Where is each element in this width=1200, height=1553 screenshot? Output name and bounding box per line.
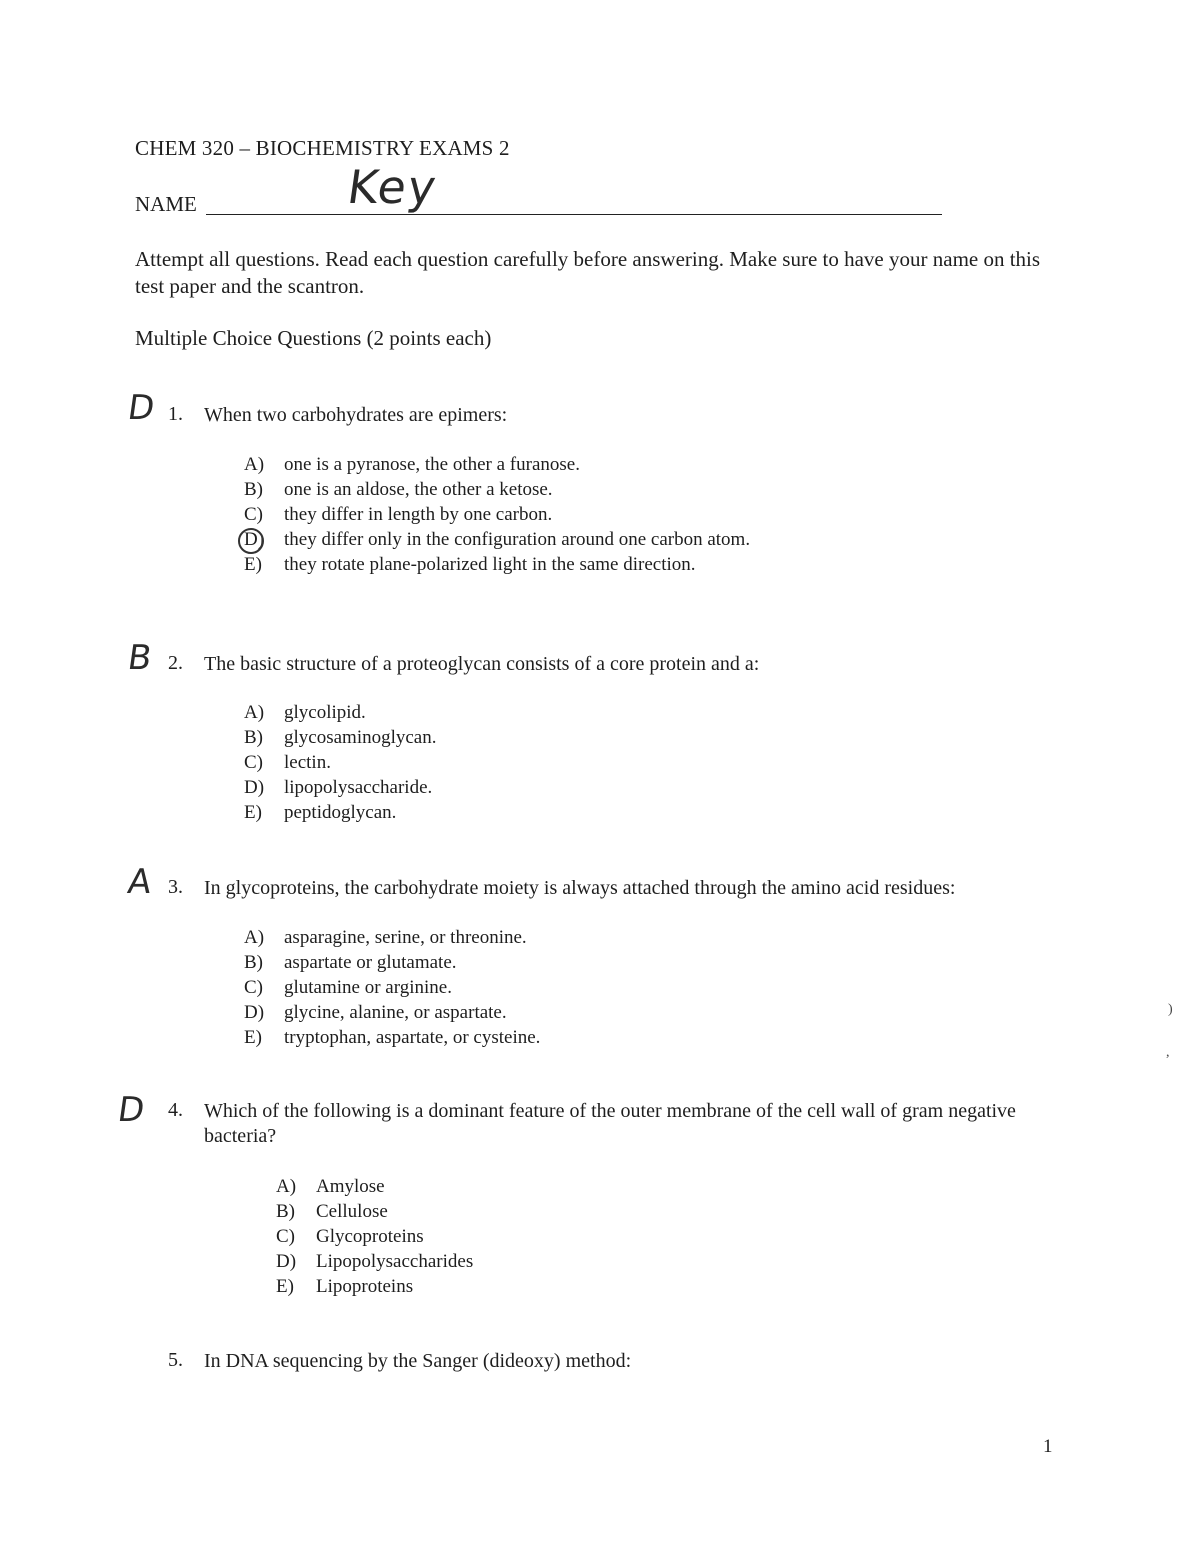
option-letter: C) xyxy=(244,504,263,525)
option-letter: A) xyxy=(244,702,265,723)
answer-mark-q2: B xyxy=(125,638,155,678)
option-e xyxy=(244,552,750,577)
option-text: lipopolysaccharide. xyxy=(284,777,433,798)
option-b xyxy=(244,950,540,975)
answer-circle xyxy=(238,528,264,554)
option-letter: D) xyxy=(244,1002,265,1023)
option-text: Lipopolysaccharides xyxy=(316,1251,474,1272)
question-number: 3. xyxy=(168,876,183,898)
option-letter: E) xyxy=(276,1276,294,1297)
option-e xyxy=(276,1274,473,1299)
option-a xyxy=(276,1174,473,1199)
option-a xyxy=(244,452,750,477)
option-text: aspartate or glutamate. xyxy=(284,952,457,973)
question-text: When two carbohydrates are epimers: xyxy=(204,404,508,426)
option-text: Amylose xyxy=(316,1176,385,1197)
handwritten-name: Key xyxy=(344,160,442,214)
options-q4 xyxy=(276,1174,473,1299)
question-number: 5. xyxy=(168,1349,183,1371)
option-d xyxy=(244,1000,540,1025)
option-text: they rotate plane-polarized light in the same direction. xyxy=(284,554,696,575)
option-d xyxy=(244,527,750,552)
option-letter: B) xyxy=(244,727,263,748)
margin-mark: ) xyxy=(1168,1002,1173,1017)
exam-title: CHEM 320 – BIOCHEMISTRY EXAMS 2 xyxy=(135,136,510,160)
option-text: lectin. xyxy=(284,752,331,773)
option-text: one is a pyranose, the other a furanose. xyxy=(284,454,580,475)
option-letter: D) xyxy=(244,529,265,550)
answer-mark-q3: A xyxy=(125,862,155,902)
option-b xyxy=(244,477,750,502)
option-c xyxy=(244,502,750,527)
option-letter: A) xyxy=(276,1176,297,1197)
option-d xyxy=(244,775,437,800)
option-text: Glycoproteins xyxy=(316,1226,424,1247)
options-q1 xyxy=(244,452,750,577)
option-letter: A) xyxy=(244,454,265,475)
option-letter: C) xyxy=(244,752,263,773)
option-d xyxy=(276,1249,473,1274)
option-letter: A) xyxy=(244,927,265,948)
option-a xyxy=(244,925,540,950)
option-c xyxy=(244,750,437,775)
option-letter: D) xyxy=(276,1251,297,1272)
option-letter: C) xyxy=(244,977,263,998)
option-text: asparagine, serine, or threonine. xyxy=(284,927,527,948)
option-text: peptidoglycan. xyxy=(284,802,397,823)
option-letter: E) xyxy=(244,554,262,575)
section-title: Multiple Choice Questions (2 points each) xyxy=(135,326,492,350)
option-b xyxy=(244,725,437,750)
option-letter: B) xyxy=(244,952,263,973)
option-text: glycine, alanine, or aspartate. xyxy=(284,1002,507,1023)
option-letter: C) xyxy=(276,1226,295,1247)
options-q3 xyxy=(244,925,540,1050)
option-c xyxy=(244,975,540,1000)
option-letter: E) xyxy=(244,1027,262,1048)
question-text: In glycoproteins, the carbohydrate moiety is always attached through the amino acid residues: xyxy=(204,877,956,899)
question-number: 2. xyxy=(168,652,183,674)
option-letter: B) xyxy=(244,479,263,500)
question-number: 4. xyxy=(168,1099,183,1121)
option-text: glutamine or arginine. xyxy=(284,977,452,998)
option-text: they differ only in the configuration around one carbon atom. xyxy=(284,529,751,550)
instructions: Attempt all questions. Read each question carefully before answering. Make sure to have your name on this test paper and the scantron. xyxy=(135,247,1041,298)
question-number: 1. xyxy=(168,403,183,425)
option-letter: E) xyxy=(244,802,262,823)
option-text: glycosaminoglycan. xyxy=(284,727,437,748)
answer-mark-q4: D xyxy=(115,1090,147,1130)
question-text: The basic structure of a proteoglycan consists of a core protein and a: xyxy=(204,653,760,675)
question-text: In DNA sequencing by the Sanger (dideoxy) method: xyxy=(204,1350,632,1372)
option-letter: D) xyxy=(244,777,265,798)
option-text: they differ in length by one carbon. xyxy=(284,504,553,525)
name-underline xyxy=(206,214,942,215)
option-text: tryptophan, aspartate, or cysteine. xyxy=(284,1027,541,1048)
option-c xyxy=(276,1224,473,1249)
name-label: NAME xyxy=(135,192,197,216)
question-text: Which of the following is a dominant feature of the outer membrane of the cell wall of gram negative bacteria? xyxy=(204,1100,1016,1147)
margin-mark: , xyxy=(1166,1045,1170,1060)
option-text: Cellulose xyxy=(316,1201,388,1222)
option-e xyxy=(244,1025,540,1050)
options-q2 xyxy=(244,700,437,825)
option-text: glycolipid. xyxy=(284,702,366,723)
option-text: one is an aldose, the other a ketose. xyxy=(284,479,553,500)
answer-mark-q1: D xyxy=(125,388,157,428)
option-text: Lipoproteins xyxy=(316,1276,414,1297)
page-number: 1 xyxy=(1043,1436,1053,1457)
option-e xyxy=(244,800,437,825)
option-letter: B) xyxy=(276,1201,295,1222)
option-b xyxy=(276,1199,473,1224)
option-a xyxy=(244,700,437,725)
